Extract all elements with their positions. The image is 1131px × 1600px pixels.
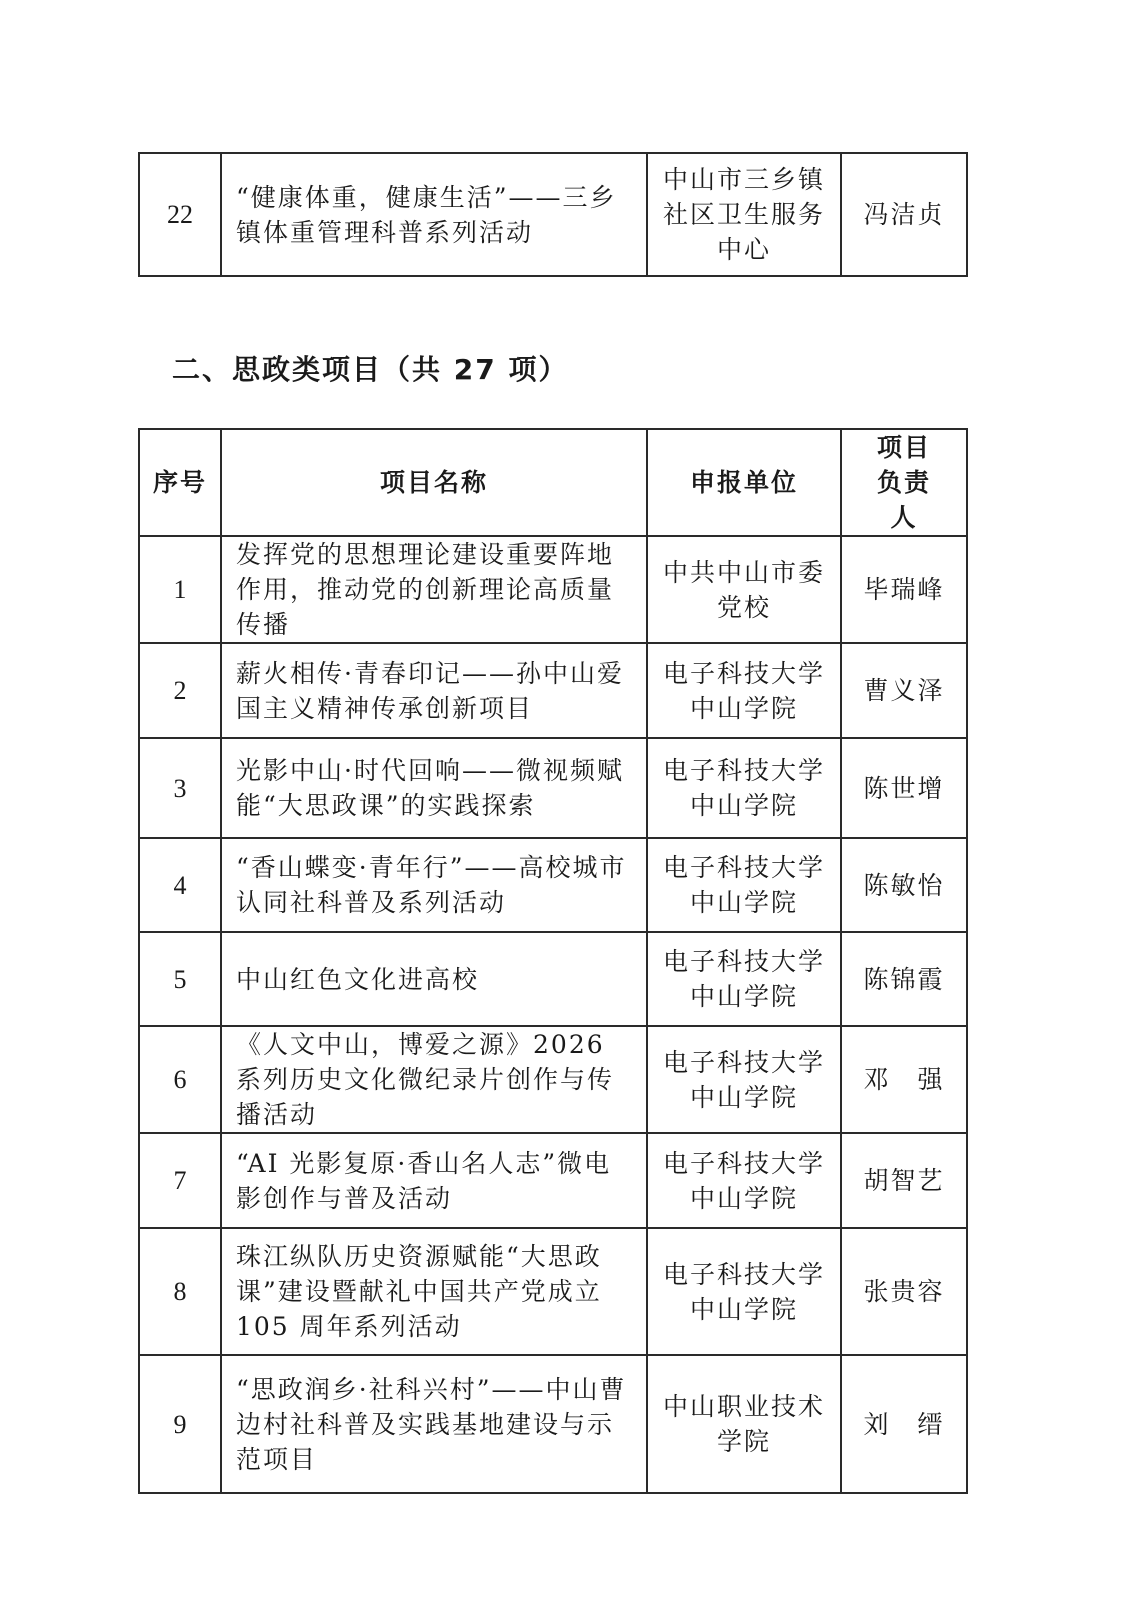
- project-table: [138, 428, 968, 1494]
- project-name: 《人文中山，博爱之源》2026 系列历史文化微纪录片创作与传播活动: [221, 1026, 647, 1133]
- project-name: “AI 光影复原·香山名人志”微电影创作与普及活动: [221, 1133, 647, 1228]
- project-name: 薪火相传·青春印记——孙中山爱国主义精神传承创新项目: [221, 643, 647, 738]
- project-lead: 冯洁贞: [841, 153, 967, 276]
- table-row: [139, 838, 967, 932]
- table-row: [139, 1026, 967, 1133]
- table-row: [139, 1355, 967, 1493]
- applicant-unit: 电子科技大学中山学院: [647, 738, 841, 838]
- applicant-unit: 电子科技大学中山学院: [647, 838, 841, 932]
- project-lead: 陈世增: [841, 738, 967, 838]
- project-name: 珠江纵队历史资源赋能“大思政课”建设暨献礼中国共产党成立 105 周年系列活动: [221, 1228, 647, 1355]
- table-row: [139, 153, 967, 276]
- applicant-unit: 电子科技大学中山学院: [647, 643, 841, 738]
- table-row: [139, 1228, 967, 1355]
- project-name: “香山蝶变·青年行”——高校城市认同社科普及系列活动: [221, 838, 647, 932]
- row-number: 1: [139, 536, 221, 643]
- table-row: [139, 643, 967, 738]
- applicant-unit: 电子科技大学中山学院: [647, 1026, 841, 1133]
- table-row: [139, 536, 967, 643]
- header-name: 项目名称: [221, 429, 647, 536]
- header-no: 序号: [139, 429, 221, 536]
- project-name: 光影中山·时代回响——微视频赋能“大思政课”的实践探索: [221, 738, 647, 838]
- row-number: 4: [139, 838, 221, 932]
- row-number: 5: [139, 932, 221, 1026]
- applicant-unit: 中山职业技术学院: [647, 1355, 841, 1493]
- project-name: “思政润乡·社科兴村”——中山曹边村社科普及实践基地建设与示范项目: [221, 1355, 647, 1493]
- row-number: 22: [139, 153, 221, 276]
- table-row: [139, 738, 967, 838]
- row-number: 7: [139, 1133, 221, 1228]
- project-lead: 刘 缙: [841, 1355, 967, 1493]
- project-lead: 毕瑞峰: [841, 536, 967, 643]
- continued-table: [138, 152, 968, 277]
- section-title: 二、思政类项目（共 27 项）: [172, 353, 569, 386]
- row-number: 8: [139, 1228, 221, 1355]
- table-header-row: [139, 429, 967, 536]
- applicant-unit: 中山市三乡镇社区卫生服务中心: [647, 153, 841, 276]
- applicant-unit: 中共中山市委党校: [647, 536, 841, 643]
- project-name: 发挥党的思想理论建设重要阵地作用，推动党的创新理论高质量传播: [221, 536, 647, 643]
- applicant-unit: 电子科技大学中山学院: [647, 932, 841, 1026]
- row-number: 9: [139, 1355, 221, 1493]
- applicant-unit: 电子科技大学中山学院: [647, 1228, 841, 1355]
- project-name: 中山红色文化进高校: [221, 932, 647, 1026]
- row-number: 2: [139, 643, 221, 738]
- table-row: [139, 932, 967, 1026]
- header-unit: 申报单位: [647, 429, 841, 536]
- project-lead: 陈敏怡: [841, 838, 967, 932]
- table-row: [139, 1133, 967, 1228]
- header-lead: 项目负责人: [841, 429, 967, 536]
- project-lead: 胡智艺: [841, 1133, 967, 1228]
- project-lead: 曹义泽: [841, 643, 967, 738]
- project-lead: 邓 强: [841, 1026, 967, 1133]
- project-lead: 张贵容: [841, 1228, 967, 1355]
- row-number: 6: [139, 1026, 221, 1133]
- project-lead: 陈锦霞: [841, 932, 967, 1026]
- applicant-unit: 电子科技大学中山学院: [647, 1133, 841, 1228]
- row-number: 3: [139, 738, 221, 838]
- project-name: “健康体重，健康生活”——三乡镇体重管理科普系列活动: [221, 153, 647, 276]
